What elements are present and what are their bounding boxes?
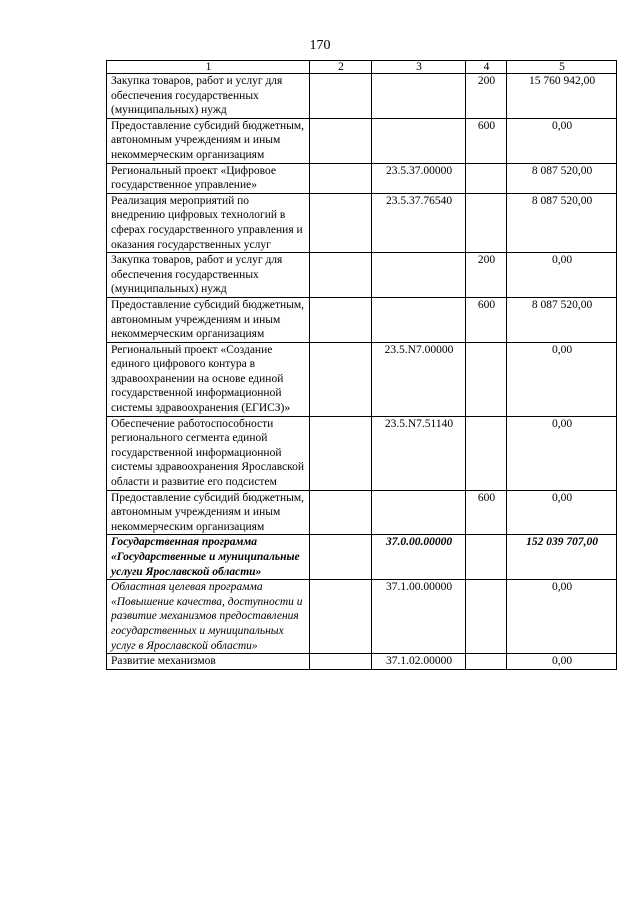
row-amount: 8 087 520,00 <box>507 297 617 342</box>
table-header-row <box>107 61 617 74</box>
table-row <box>107 490 617 535</box>
table-row-program <box>107 535 617 580</box>
row-expense-type: 200 <box>466 253 507 298</box>
row-col2 <box>310 253 372 298</box>
row-expense-type: 600 <box>466 297 507 342</box>
row-amount: 0,00 <box>507 490 617 535</box>
row-target-code: 23.5.N7.00000 <box>372 342 466 416</box>
row-amount: 8 087 520,00 <box>507 163 617 193</box>
row-expense-type <box>466 163 507 193</box>
budget-table <box>106 60 617 670</box>
row-target-code <box>372 253 466 298</box>
row-target-code: 23.5.37.76540 <box>372 193 466 252</box>
row-col2 <box>310 193 372 252</box>
row-amount: 0,00 <box>507 118 617 163</box>
row-target-code <box>372 490 466 535</box>
row-amount: 15 760 942,00 <box>507 74 617 119</box>
row-target-code <box>372 118 466 163</box>
row-expense-type <box>466 193 507 252</box>
table-row <box>107 74 617 119</box>
row-col2 <box>310 416 372 490</box>
row-expense-type <box>466 416 507 490</box>
row-target-code: 37.1.02.00000 <box>372 654 466 670</box>
row-target-code: 23.5.N7.51140 <box>372 416 466 490</box>
row-target-code: 37.0.00.00000 <box>372 535 466 580</box>
row-name: Закупка товаров, работ и услуг для обеспечения государственных (муниципальных) нужд <box>107 74 310 119</box>
table-row <box>107 163 617 193</box>
row-amount: 152 039 707,00 <box>507 535 617 580</box>
row-name: Предоставление субсидий бюджетным, автономным учреждениям и иным некоммерческим организациям <box>107 118 310 163</box>
row-col2 <box>310 342 372 416</box>
header-cell: 2 <box>310 61 372 74</box>
table-row <box>107 342 617 416</box>
row-expense-type <box>466 654 507 670</box>
row-name: Предоставление субсидий бюджетным, автономным учреждениям и иным некоммерческим организациям <box>107 490 310 535</box>
header-cell: 3 <box>372 61 466 74</box>
row-col2 <box>310 535 372 580</box>
row-target-code: 37.1.00.00000 <box>372 580 466 654</box>
header-cell: 4 <box>466 61 507 74</box>
row-expense-type: 600 <box>466 118 507 163</box>
row-amount: 0,00 <box>507 253 617 298</box>
row-name: Государственная программа «Государственные и муниципальные услуги Ярославской области» <box>107 535 310 580</box>
header-cell: 5 <box>507 61 617 74</box>
row-name: Областная целевая программа «Повышение качества, доступности и развитие механизмов предоставления государственных и муниципальных услуг в Ярославской области» <box>107 580 310 654</box>
row-name: Региональный проект «Создание единого цифрового контура в здравоохранении на основе единой государственной информационной системы здравоохранения (ЕГИСЗ)» <box>107 342 310 416</box>
row-col2 <box>310 118 372 163</box>
row-col2 <box>310 163 372 193</box>
table-row <box>107 253 617 298</box>
row-amount: 8 087 520,00 <box>507 193 617 252</box>
row-col2 <box>310 74 372 119</box>
row-name: Региональный проект «Цифровое государственное управление» <box>107 163 310 193</box>
row-col2 <box>310 580 372 654</box>
row-col2 <box>310 297 372 342</box>
row-name: Закупка товаров, работ и услуг для обеспечения государственных (муниципальных) нужд <box>107 253 310 298</box>
row-col2 <box>310 654 372 670</box>
row-target-code <box>372 74 466 119</box>
row-name: Обеспечение работоспособности регионального сегмента единой государственной информационной системы здравоохранения Ярославской области и развитие его подсистем <box>107 416 310 490</box>
table-row <box>107 118 617 163</box>
row-target-code <box>372 297 466 342</box>
table-row <box>107 654 617 670</box>
row-expense-type: 200 <box>466 74 507 119</box>
row-name: Развитие механизмов <box>107 654 310 670</box>
row-expense-type <box>466 535 507 580</box>
row-expense-type: 600 <box>466 490 507 535</box>
row-target-code: 23.5.37.00000 <box>372 163 466 193</box>
table-row-subprogram <box>107 580 617 654</box>
row-amount: 0,00 <box>507 342 617 416</box>
table-row <box>107 416 617 490</box>
row-amount: 0,00 <box>507 654 617 670</box>
row-amount: 0,00 <box>507 580 617 654</box>
header-cell: 1 <box>107 61 310 74</box>
row-name: Предоставление субсидий бюджетным, автономным учреждениям и иным некоммерческим организациям <box>107 297 310 342</box>
table-row <box>107 297 617 342</box>
row-expense-type <box>466 342 507 416</box>
row-expense-type <box>466 580 507 654</box>
page-number: 170 <box>309 38 331 53</box>
row-col2 <box>310 490 372 535</box>
row-amount: 0,00 <box>507 416 617 490</box>
table-row <box>107 193 617 252</box>
row-name: Реализация мероприятий по внедрению цифровых технологий в сферах государственного управления и оказания государственных услуг <box>107 193 310 252</box>
